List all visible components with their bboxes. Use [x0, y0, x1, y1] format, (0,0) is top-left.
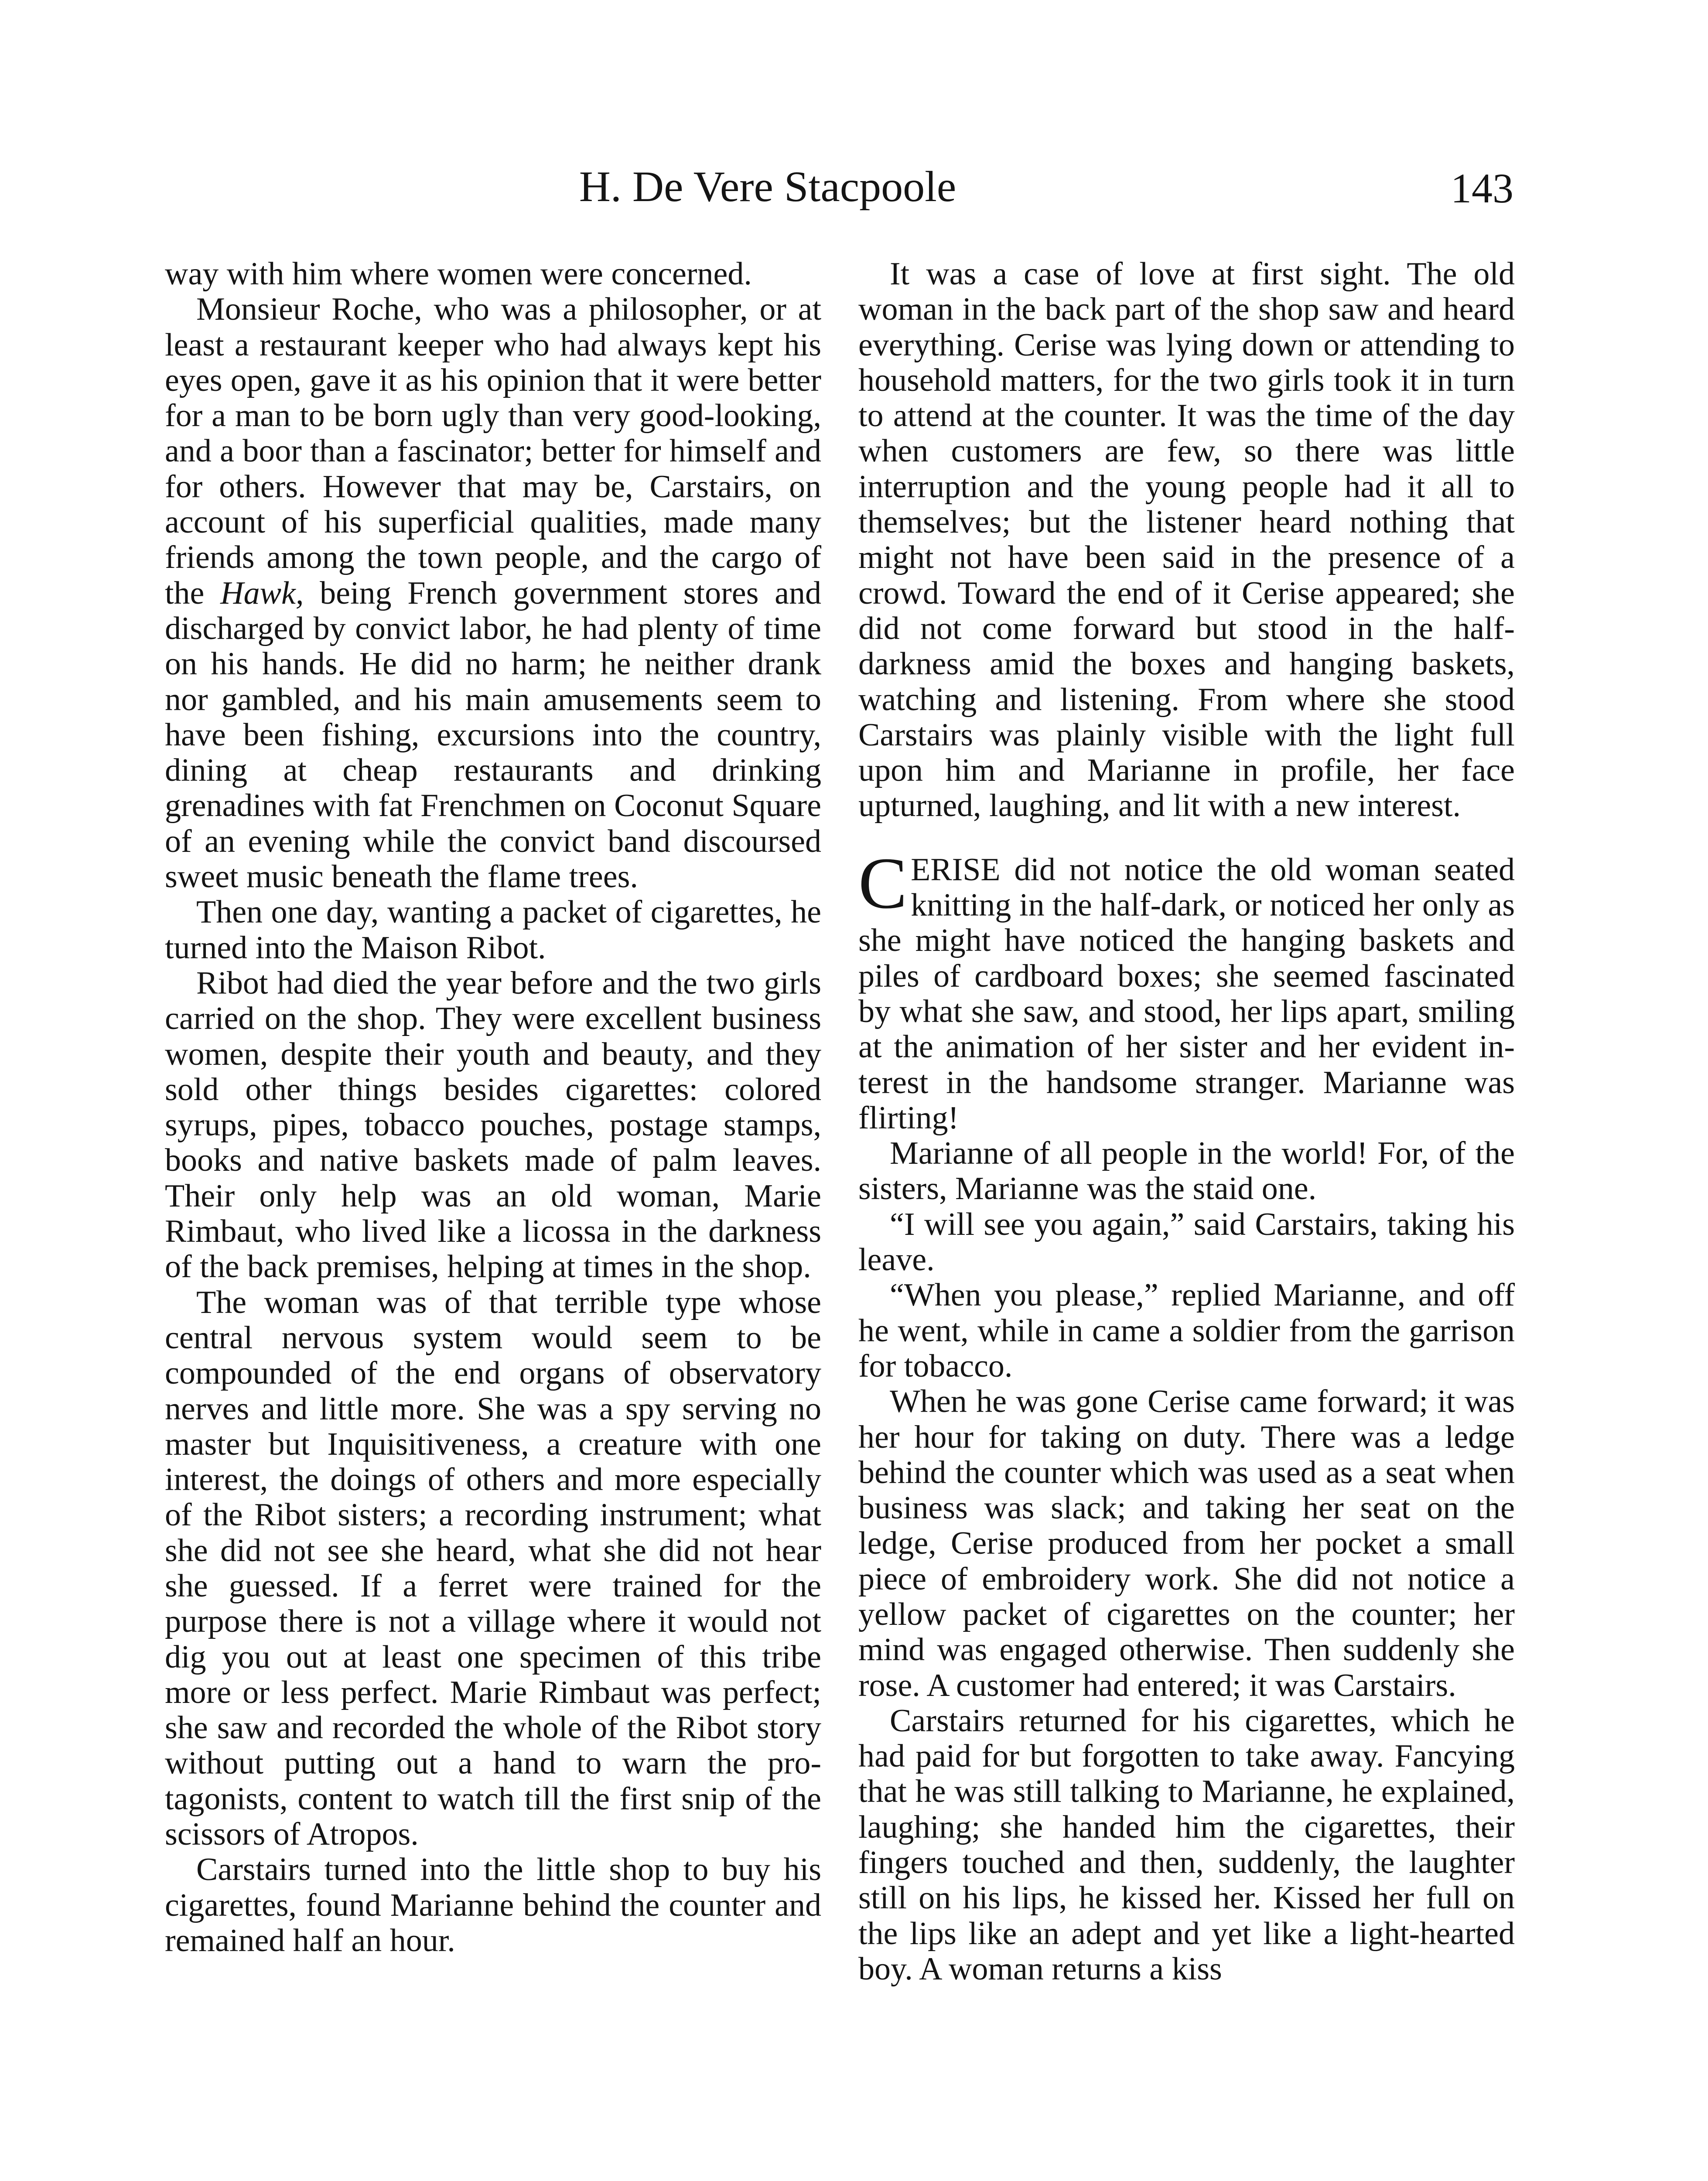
- paragraph: Marianne of all people in the world! For, of the sisters, Marianne was the staid one.: [858, 1135, 1515, 1207]
- paragraph: [165, 292, 821, 895]
- paragraph-text: Monsieur Roche, who was a philosopher, or at least a restaurant keeper who had always kept his eyes open, gave it as his opinion that it were better for a man to be born ugly than very good-looking, and a boor than a fascinator; better for himself and for others. However that may be, Carstairs, on account of his superficial qualities, made many friends among the town people, and the cargo of the: [165, 291, 821, 611]
- right-text-column: [858, 256, 1515, 1987]
- drop-cap: C: [858, 842, 908, 924]
- paragraph: Then one day, wanting a packet of cigarettes, he turned into the Maison Ribot.: [165, 894, 821, 966]
- small-caps-lead: ERISE: [911, 851, 1001, 888]
- paragraph: way with him where women were concerned.: [165, 256, 752, 292]
- running-head-author: H. De Vere Stacpoole: [579, 162, 956, 211]
- page-number: 143: [1451, 165, 1513, 212]
- section-opening-paragraph: [858, 842, 1515, 1136]
- paragraph: When he was gone Cerise came forward; it was her hour for taking on duty. There was a ledge behind the counter which was used as a seat when business was slack; and taking her seat on the ledge, Cerise produced from her pocket a small piece of embroidery work. She did not notice a yellow packet of cigarettes on the counter; her mind was engaged otherwise. Then suddenly she rose. A customer had entered; it was Carstairs.: [858, 1384, 1515, 1703]
- paragraph: The woman was of that terrible type whose central nervous system would seem to be compounded of the end organs of observatory nerves and little more. She was a spy serving no master but Inquisitiveness, a creature with one interest, the doings of others and more especially of the Ribot sisters; a recording instrument; what she did not see she heard, what she did not hear she guessed. If a ferret were trained for the purpose there is not a village where it would not dig you out at least one specimen of this tribe more or less perfect. Marie Rimbaut was perfect; she saw and recorded the whole of the Ribot story without putting out a hand to warn the protagonists, content to watch till the first snip of the scissors of Atropos.: [165, 1284, 821, 1853]
- paragraph: Carstairs turned into the little shop to buy his cigarettes, found Marianne behind the counter and remained half an hour.: [165, 1852, 821, 1959]
- paragraph-text: being French government stores and discharged by convict labor, he had plenty of time on his hands. He did no harm; he neither drank nor gambled, and his main amusements seem to have been fishing, excursions into the country, dining at cheap restaurants and drinking grenadines with fat Frenchmen on Coconut Square of an evening while the convict band discoursed sweet music beneath the flame trees.: [165, 575, 821, 895]
- paragraph: Ribot had died the year before and the two girls carried on the shop. They were excellent business women, despite their youth and beauty, and they sold other things besides cigarettes: colored syrups, pipes, tobacco pouches, postage stamps, books and native baskets made of palm leaves. Their only help was an old woman, Marie Rimbaut, who lived like a licossa in the darkness of the back premises, helping at times in the shop.: [165, 965, 821, 1285]
- left-text-column: [165, 256, 821, 1959]
- ship-name: Hawk,: [220, 575, 304, 611]
- paragraph: Carstairs returned for his cigarettes, which he had paid for but forgotten to take away. Fancying that he was still talking to Marianne, he explained, laughing; she handed him the cigarettes, their fingers touched and then, suddenly, the laughter still on his lips, he kissed her. Kissed her full on the lips like an adept and yet like a light-hearted boy. A woman returns a kiss: [858, 1702, 1515, 1987]
- paragraph-text: did not notice the old woman seated knitting in the half-dark, or noticed her only as she might have noticed the hanging baskets and piles of cardboard boxes; she seemed fascinated by what she saw, and stood, her lips apart, smiling at the animation of her sister and her evident interest in the handsome stranger. Marianne was flirting!: [858, 851, 1515, 1136]
- paragraph: “I will see you again,” said Carstairs, taking his leave.: [858, 1206, 1515, 1278]
- paragraph: It was a case of love at first sight. The old woman in the back part of the shop saw and heard everything. Cerise was lying down or attending to household matters, for the two girls took it in turn to attend at the counter. It was the time of the day when customers are few, so there was little interruption and the young people had it all to themselves; but the listener heard nothing that might not have been said in the presence of a crowd. Toward the end of it Cerise appeared; she did not come forward but stood in the half-darkness amid the boxes and hanging baskets, watching and listening. From where she stood Carstairs was plainly visible with the light full upon him and Marianne in profile, her face upturned, laughing, and lit with a new interest.: [858, 256, 1515, 824]
- paragraph: “When you please,” replied Marianne, and off he went, while in came a soldier from the garrison for tobacco.: [858, 1277, 1515, 1384]
